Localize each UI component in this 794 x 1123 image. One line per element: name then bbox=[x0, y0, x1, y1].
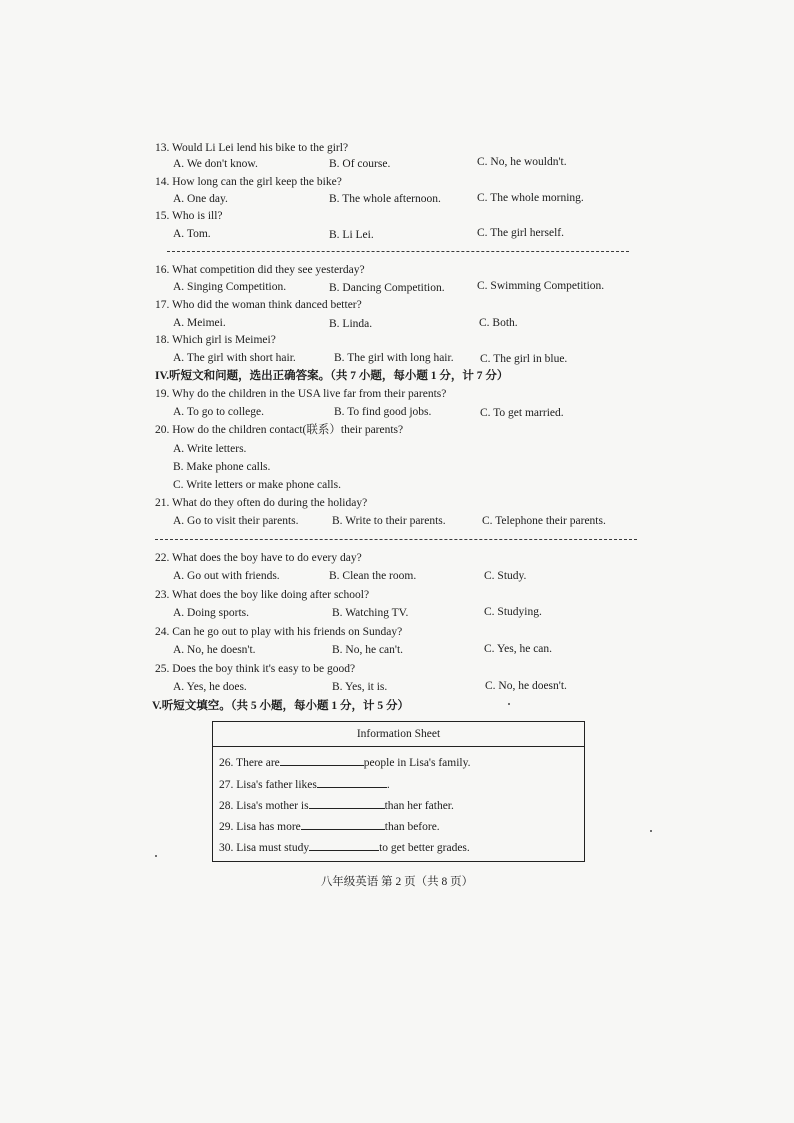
item-29-text: 29. Lisa has more bbox=[219, 821, 301, 833]
option-22a: A. Go out with friends. bbox=[173, 570, 280, 582]
information-sheet-title: Information Sheet bbox=[213, 722, 584, 747]
option-22b: B. Clean the room. bbox=[329, 570, 417, 582]
option-23a: A. Doing sports. bbox=[173, 607, 250, 619]
option-18a: A. The girl with short hair. bbox=[173, 352, 296, 364]
item-27-tail: . bbox=[386, 779, 390, 791]
option-18c: C. The girl in blue. bbox=[480, 353, 568, 365]
option-23c: C. Studying. bbox=[484, 606, 542, 618]
option-24b: B. No, he can't. bbox=[332, 644, 404, 656]
option-16a: A. Singing Competition. bbox=[173, 281, 287, 293]
blank-26[interactable] bbox=[280, 754, 364, 766]
option-17a: A. Meimei. bbox=[173, 317, 226, 329]
option-24c: C. Yes, he can. bbox=[484, 643, 553, 655]
question-22: 22. What does the boy have to do every day? bbox=[155, 552, 362, 564]
option-21c: C. Telephone their parents. bbox=[482, 515, 606, 527]
item-26-tail: people in Lisa's family. bbox=[363, 757, 471, 769]
option-13b: B. Of course. bbox=[329, 158, 391, 170]
question-13: 13. Would Li Lei lend his bike to the girl? bbox=[155, 142, 349, 154]
question-14: 14. How long can the girl keep the bike? bbox=[155, 176, 342, 188]
option-19a: A. To go to college. bbox=[173, 406, 264, 418]
question-17: 17. Who did the woman think danced better? bbox=[155, 299, 362, 311]
section-5-heading: V.听短文填空。（共 5 小题，每小题 1 分，计 5 分） bbox=[152, 700, 409, 712]
blank-28[interactable] bbox=[309, 797, 385, 809]
scan-speck bbox=[155, 855, 157, 857]
item-26-text: 26. There are bbox=[219, 757, 280, 769]
blank-29[interactable] bbox=[301, 818, 385, 830]
option-15c: C. The girl herself. bbox=[477, 227, 564, 239]
item-28 bbox=[219, 797, 454, 813]
item-28-tail: than her father. bbox=[384, 800, 454, 812]
question-25: 25. Does the boy think it's easy to be good? bbox=[155, 663, 356, 675]
scan-speck bbox=[650, 830, 652, 832]
information-sheet bbox=[212, 721, 585, 862]
question-19: 19. Why do the children in the USA live far from their parents? bbox=[155, 388, 447, 400]
option-20b: B. Make phone calls. bbox=[173, 461, 271, 473]
option-19b: B. To find good jobs. bbox=[334, 406, 432, 418]
question-18: 18. Which girl is Meimei? bbox=[155, 334, 276, 346]
scan-speck bbox=[508, 703, 510, 705]
option-24a: A. No, he doesn't. bbox=[173, 644, 256, 656]
page-footer: 八年级英语 第 2 页（共 8 页） bbox=[320, 876, 474, 888]
option-25a: A. Yes, he does. bbox=[173, 681, 247, 693]
option-17c: C. Both. bbox=[479, 317, 518, 329]
item-30-text: 30. Lisa must study bbox=[219, 842, 310, 854]
item-28-text: 28. Lisa's mother is bbox=[219, 800, 309, 812]
option-16b: B. Dancing Competition. bbox=[329, 282, 445, 294]
option-21a: A. Go to visit their parents. bbox=[173, 515, 299, 527]
option-13c: C. No, he wouldn't. bbox=[477, 156, 567, 168]
option-15a: A. Tom. bbox=[173, 228, 211, 240]
question-16: 16. What competition did they see yesterday? bbox=[155, 264, 365, 276]
section-4-heading: IV.听短文和问题，选出正确答案。（共 7 小题，每小题 1 分，计 7 分） bbox=[155, 370, 509, 382]
option-15b: B. Li Lei. bbox=[329, 229, 374, 241]
question-23: 23. What does the boy like doing after school? bbox=[155, 589, 370, 601]
option-25b: B. Yes, it is. bbox=[332, 681, 388, 693]
section-divider bbox=[167, 251, 629, 252]
option-19c: C. To get married. bbox=[480, 407, 564, 419]
option-14b: B. The whole afternoon. bbox=[329, 193, 441, 205]
item-30-tail: to get better grades. bbox=[379, 842, 470, 854]
option-13a: A. We don't know. bbox=[173, 158, 258, 170]
item-26 bbox=[219, 754, 471, 770]
option-18b: B. The girl with long hair. bbox=[334, 352, 454, 364]
item-29 bbox=[219, 818, 440, 834]
option-14c: C. The whole morning. bbox=[477, 192, 584, 204]
option-17b: B. Linda. bbox=[329, 318, 373, 330]
question-20: 20. How do the children contact(联系）their parents? bbox=[155, 424, 404, 436]
item-27 bbox=[219, 776, 390, 792]
item-27-text: 27. Lisa's father likes bbox=[219, 779, 317, 791]
blank-30[interactable] bbox=[309, 839, 379, 851]
question-21: 21. What do they often do during the holiday? bbox=[155, 497, 368, 509]
question-15: 15. Who is ill? bbox=[155, 210, 223, 222]
option-20c: C. Write letters or make phone calls. bbox=[173, 479, 341, 491]
item-29-tail: than before. bbox=[384, 821, 440, 833]
option-25c: C. No, he doesn't. bbox=[485, 680, 567, 692]
section-divider bbox=[155, 539, 637, 540]
question-24: 24. Can he go out to play with his friends on Sunday? bbox=[155, 626, 403, 638]
option-20a: A. Write letters. bbox=[173, 443, 247, 455]
option-22c: C. Study. bbox=[484, 570, 527, 582]
option-23b: B. Watching TV. bbox=[332, 607, 409, 619]
item-30 bbox=[219, 839, 470, 855]
blank-27[interactable] bbox=[317, 776, 387, 788]
option-16c: C. Swimming Competition. bbox=[477, 280, 605, 292]
option-21b: B. Write to their parents. bbox=[332, 515, 446, 527]
option-14a: A. One day. bbox=[173, 193, 228, 205]
